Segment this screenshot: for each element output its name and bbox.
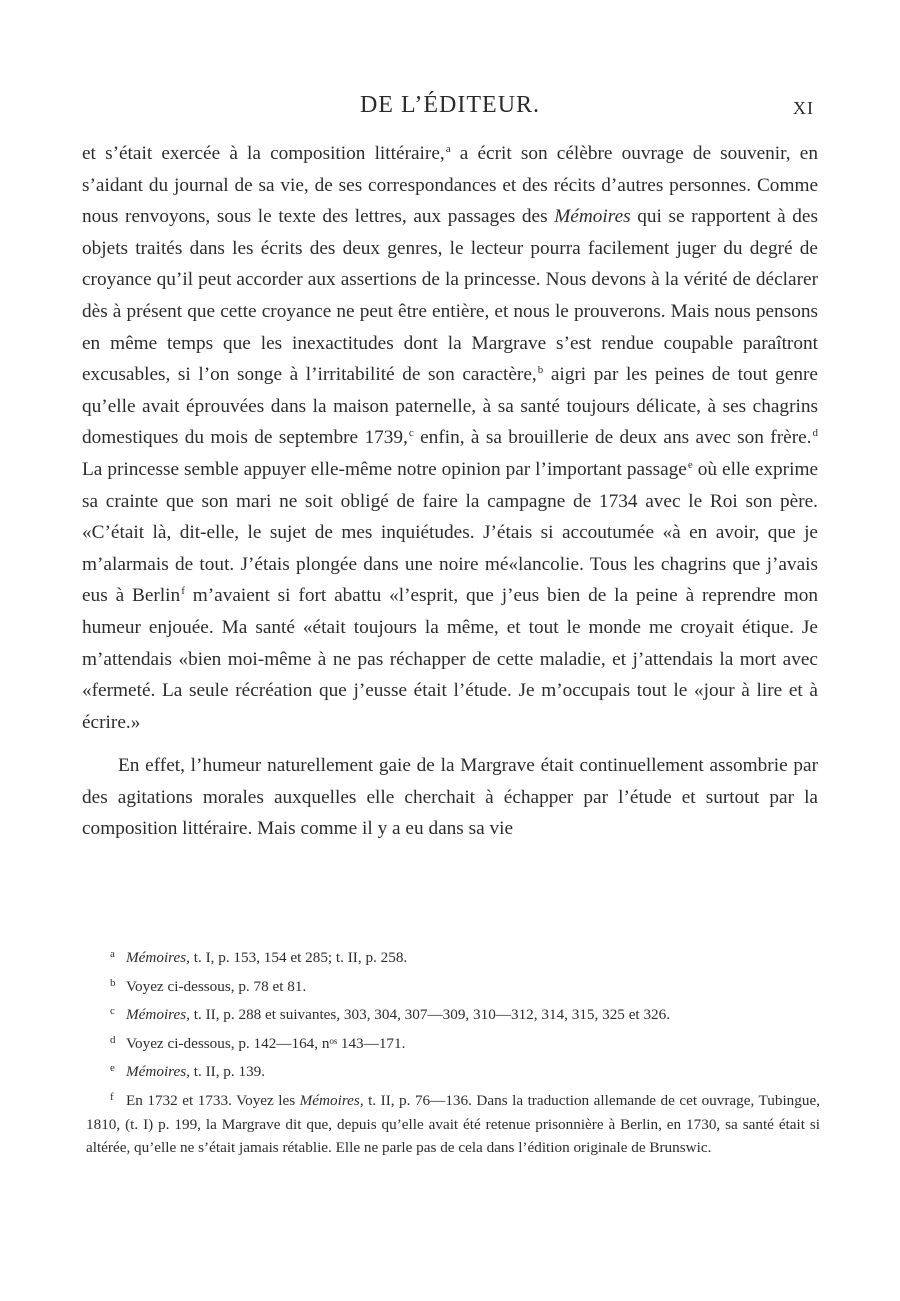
text-run: a écrit son célèbre ouvrage de souvenir, en s’aidant du journal de sa vie, de ses correspondances et des récits d’autres personnes. Comme nous renvoyons, sous le texte des lettres, aux passages des (82, 143, 818, 228)
footnote-text: t. II, p. 288 et suivantes, 303, 304, 307—309, 310—312, 314, 315, 325 et 326. (189, 1006, 671, 1024)
footnote-italic: Mémoires, (299, 1091, 364, 1109)
paragraph-2: En effet, l’humeur naturellement gaie de la Margrave était continuellement assombrie par des agitations morales auxquelles elle cherchait à échapper par l’étude et surtout par la composition littéraire. Mais comme il y a eu dans sa vie (82, 755, 818, 840)
footnote-mark: d (110, 1033, 116, 1046)
footnote-text: Voyez ci-dessous, p. 78 et 81. (126, 977, 307, 995)
text-run: La princesse semble appuyer elle-même notre opinion par l’important passage (82, 458, 687, 480)
footnote-ref-e: e (687, 458, 693, 471)
footnote-b (86, 972, 820, 999)
footnote-ref-d: d (812, 427, 819, 440)
footnote-e (86, 1057, 820, 1084)
footnote-italic: Mémoires, (126, 1006, 190, 1024)
footnote-text: t. I, p. 153, 154 et 285; t. II, p. 258. (189, 949, 408, 966)
footnote-text: En 1732 et 1733. Voyez les (126, 1091, 300, 1109)
footnote-ref-b: b (537, 364, 544, 377)
footnote-ref-c: c (408, 427, 414, 440)
footnote-mark: c (110, 1005, 115, 1018)
footnote-italic: Mémoires, (126, 1063, 190, 1081)
footnote-mark: a (110, 948, 115, 960)
footnote-ref-a: a (445, 143, 451, 155)
footnote-a (86, 943, 820, 970)
page-number: XI (793, 98, 814, 118)
text-run: qui se rapportent à des objets traités dans les écrits des deux genres, le lecteur pourra facilement juger du degré de croyance qu’il peut accorder aux assertions de la princesse. Nous devons à la vérité de déclarer dès à présent que cette croyance ne peut être entière, et nous le prouverons. Mais nous pensons en même temps que les inexactitudes dont la Margrave s’est rendue coupable paraîtront excusables, si l’on songe à l’irritabilité de son caractère, (82, 206, 818, 386)
footnote-text: Voyez ci-dessous, p. 142—164, nᵒˢ 143—171. (126, 1034, 406, 1052)
page-header (80, 92, 820, 126)
running-title: DE L’ÉDITEUR. (359, 92, 541, 118)
text-run: aigri par les peines de tout genre qu’elle avait éprouvées dans la maison paternelle, à sa santé toujours délicate, à ses chagrins domestiques du mois de septembre 1739, (82, 364, 818, 449)
footnote-f (86, 1086, 820, 1160)
footnote-mark: f (110, 1090, 114, 1103)
italic-title: Mémoires (554, 206, 631, 228)
footnote-mark: b (110, 976, 116, 989)
footnote-mark: e (110, 1062, 115, 1075)
footnotes (86, 943, 820, 1162)
text-run: et s’était exercée à la composition littéraire, (82, 143, 445, 164)
footnote-italic: Mémoires, (126, 949, 190, 966)
footnote-ref-f: f (181, 585, 185, 598)
text-run: où elle exprime sa crainte que son mari ne soit obligé de faire la campagne de 1734 avec le Roi son père. «C’était là, dit-elle, le sujet de mes inquiétudes. J’étais si accoutumée «à en avoir, que je m’alarmais de tout. J’étais plongée dans une noire mé«lancolie. Tous les chagrins que j’avais eus à Berlin (82, 458, 818, 607)
footnote-d (86, 1029, 820, 1056)
footnote-text: t. II, p. 139. (189, 1063, 266, 1081)
paragraph-1 (82, 138, 818, 738)
main-text (82, 138, 818, 845)
footnote-text: t. II, p. 76—136. Dans la traduction allemande de cet ouvrage, Tubingue, 1810, (t. I) p. 199, la Margrave dit que, depuis qu’elle avait été retenue prisonnière à Berlin, en 1730, sa santé était si altérée, qu’elle ne s’était jamais rétablie. Elle ne parle pas de cela dans l’édition originale de Brunswic. (86, 1091, 820, 1157)
text-run: m’avaient si fort abattu «l’esprit, que j’eus bien de la peine à reprendre mon humeur enjouée. Ma santé «était toujours la même, et tout le monde me croyait étique. Je m’attendais «bien moi-même à ne pas réchapper de cette maladie, et j’attendais la mort avec «fermeté. La seule récréation que j’eusse était l’étude. Je m’occupais tout le «jour à lire et à écrire.» (82, 585, 818, 733)
text-run: enfin, à sa brouillerie de deux ans avec son frère. (413, 427, 812, 449)
footnote-c (86, 1000, 820, 1027)
